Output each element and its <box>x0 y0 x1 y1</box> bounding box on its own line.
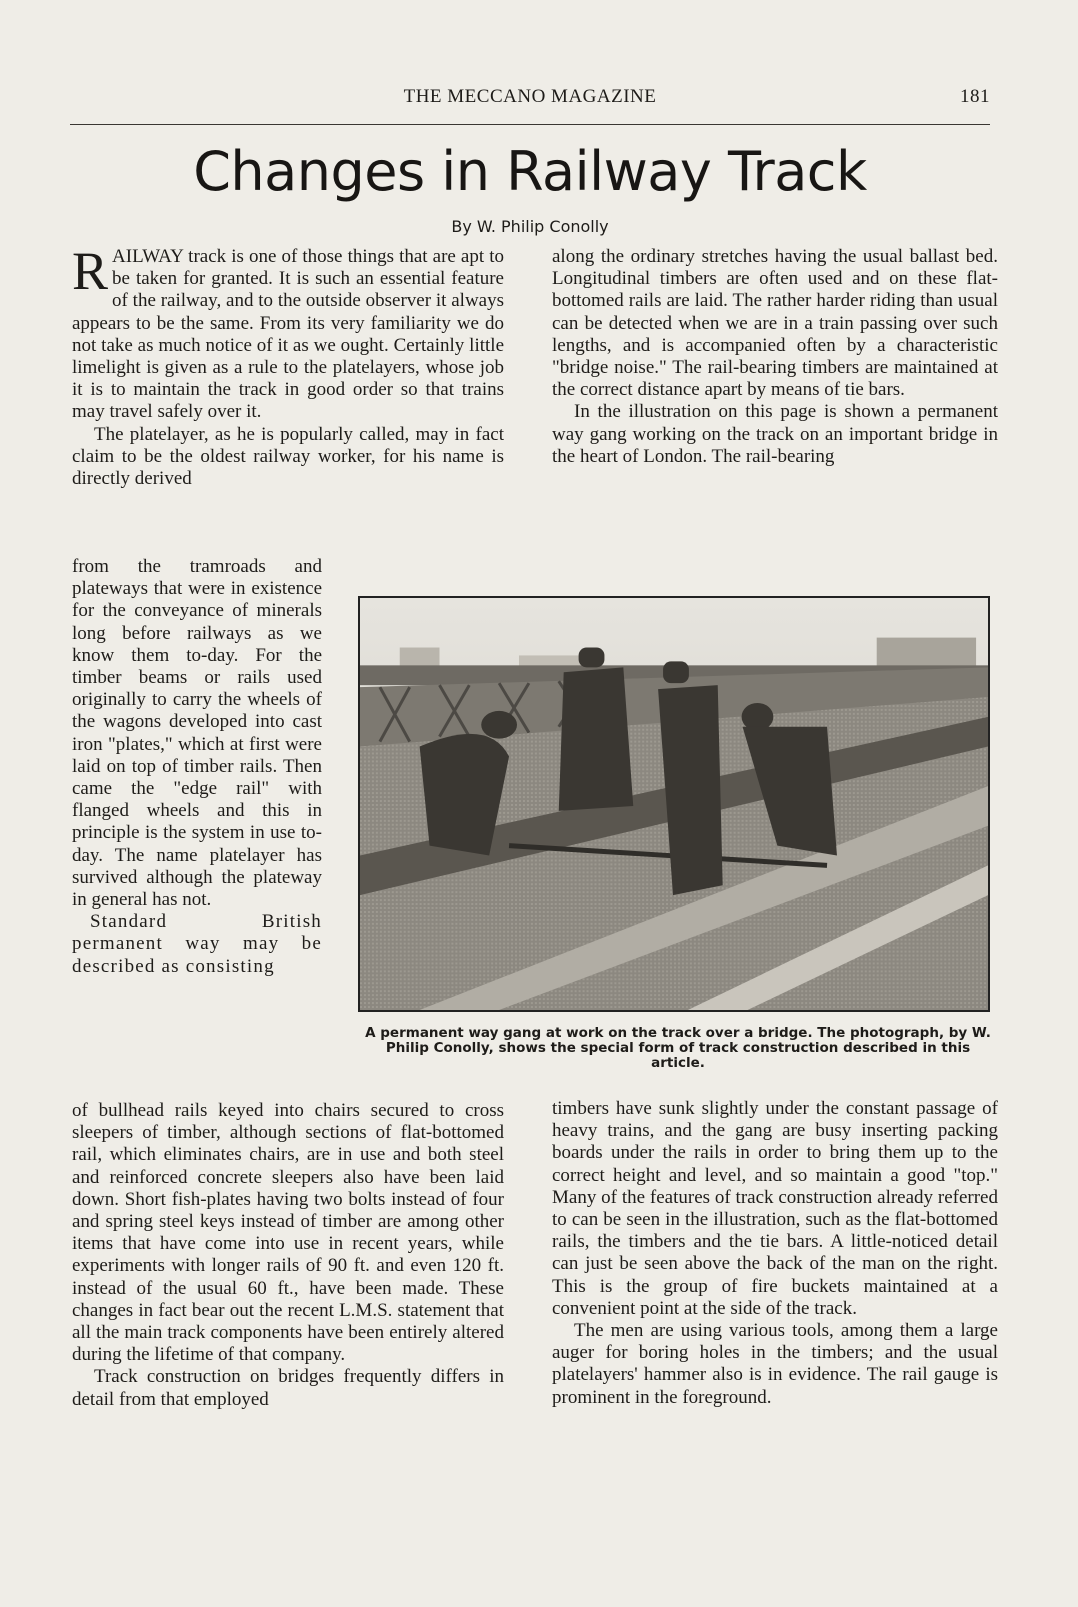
column-2-top <box>552 246 998 468</box>
header-rule <box>70 124 990 125</box>
paragraph: from the tramroads and plateways that were in existence for the conveyance of minerals long before railways as we know them to-day. For the timber beams or rails used originally to carry the wheels of the wagons developed into cast iron "plates," which at first were laid on top of timber rails. Then came the "edge rail" with flanged wheels and this in principle is the system in use to-day. The name platelayer has survived although the plateway in general has not. <box>72 556 322 911</box>
column-1-narrow <box>72 556 322 978</box>
paragraph: Track construction on bridges frequently differs in detail from that employed <box>72 1366 504 1410</box>
paragraph: RAILWAY track is one of those things that are apt to be taken for granted. It is such an essential feature of the railway, and to the outside observer it always appears to be the same. From its very familiarity we do not take as much notice of it as we ought. Certainly little limelight is given as a rule to the platelayers, whose job it is to maintain the track in good order so that trains may travel safely over it. <box>72 241 504 423</box>
photo-caption: A permanent way gang at work on the track over a bridge. The photograph, by W. Philip Conolly, shows the special form of track construction described in this article. <box>365 1025 991 1071</box>
paragraph: timbers have sunk slightly under the constant passage of heavy trains, and the gang are busy inserting packing boards under the rails in order to bring them up to the correct height and level, and so maintain a good "top." Many of the features of track construction already referred to can be seen in the illustration, such as the flat-bottomed rails, the timbers and the tie bars. A little-noticed detail can just be seen above the back of the man on the right. This is the group of fire buckets maintained at a convenient point at the side of the track. <box>552 1098 998 1319</box>
paragraph: The men are using various tools, among them a large auger for boring holes in the timbers; and the usual platelayers' hammer also is in evidence. The rail gauge is prominent in the foreground. <box>552 1320 998 1408</box>
column-2-bottom <box>552 1098 998 1409</box>
paragraph: of bullhead rails keyed into chairs secured to cross sleepers of timber, although sections of flat-bottomed rail, which eliminates chairs, are in use and both steel and reinforced concrete sleepers also have been laid down. Short fish-plates having two bolts instead of four and spring steel keys instead of timber are among other items that have come into use in recent years, while experiments with longer rails of 90 ft. and even 120 ft. instead of the usual 60 ft., have been made. These changes in fact bear out the recent L.M.S. statement that all the main track components have been entirely altered during the lifetime of that company. <box>72 1100 504 1366</box>
photo-illustration <box>360 598 988 1010</box>
drop-cap: R <box>72 241 109 301</box>
paragraph: along the ordinary stretches having the usual ballast bed. Longitudinal timbers are often used and on these flat-bottomed rails are laid. The rather harder riding than usual can be detected when we are in a train passing over such lengths, and is accompanied often by a characteristic "bridge noise." The rail-bearing timbers are maintained at the correct distance apart by means of tie bars. <box>552 246 998 401</box>
column-1-bottom <box>72 1100 504 1411</box>
magazine-name: THE MECCANO MAGAZINE <box>403 86 657 107</box>
article-title: Changes in Railway Track <box>193 140 867 203</box>
paragraph: In the illustration on this page is shown a permanent way gang working on the track on an important bridge in the heart of London. The rail-bearing <box>552 401 998 467</box>
paragraph: The platelayer, as he is popularly called, may in fact claim to be the oldest railway worker, for his name is directly derived <box>72 423 504 490</box>
track-photograph <box>358 596 990 1012</box>
paragraph: Standard British permanent way may be described as consisting <box>72 911 322 977</box>
column-1-top <box>72 241 504 490</box>
page-number: 181 <box>960 86 990 107</box>
article-byline: By W. Philip Conolly <box>451 217 609 236</box>
